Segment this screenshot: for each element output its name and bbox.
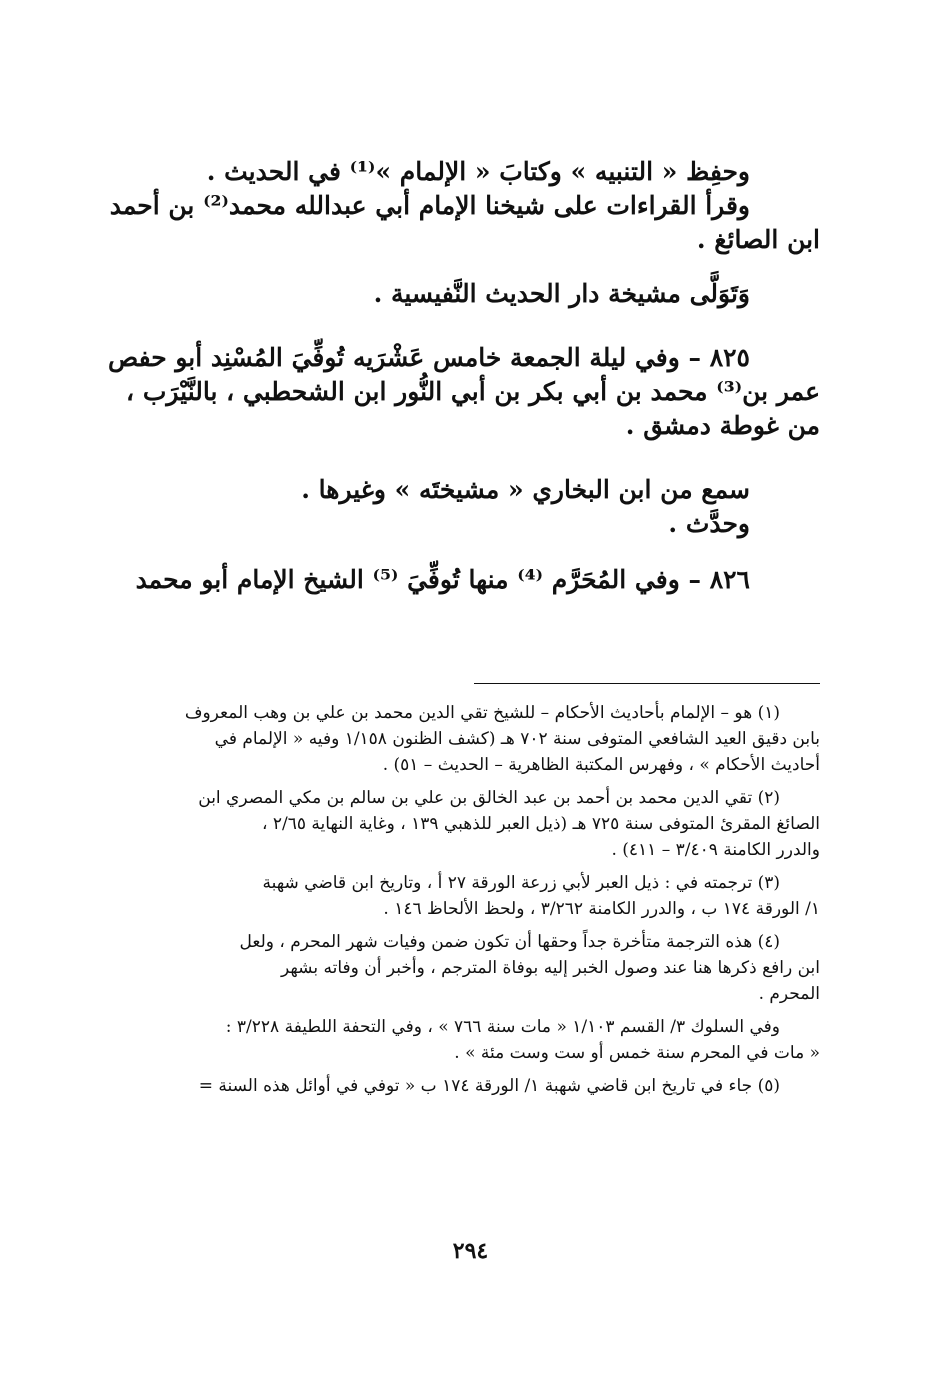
footnote-line: والدرر الكامنة ٣/٤٠٩ – ٤١١) . bbox=[611, 840, 820, 860]
footnote-2 bbox=[140, 785, 820, 863]
footnote-line: ابن رافع ذكرها هنا عند وصول الخبر إليه بوفاة المترجم ، وأخبر أن وفاته بشهر bbox=[280, 958, 820, 978]
footnote-line: ١/ الورقة ١٧٤ ب ، والدرر الكامنة ٣/٢٦٢ ، ولحظ الألحاظ ١٤٦ . bbox=[383, 899, 820, 919]
entry-826-line-1: ٨٢٦ – وفي المُحَرَّم ⁽⁴⁾ منها تُوفِّيَ ⁽⁵⁾ الشيخ الإمام أبو محمد bbox=[135, 565, 750, 594]
footnote-line: المحرم . bbox=[758, 984, 820, 1004]
footnote-line: (٣) ترجمته في : ذيل العبر لأبي زرعة الورقة ٢٧ أ ، وتاريخ ابن قاضي شهبة bbox=[262, 873, 780, 893]
footnote-line: بابن دقيق العيد الشافعي المتوفى سنة ٧٠٢ هـ (كشف الظنون ١/١٥٨ وفيه « الإلمام في bbox=[214, 729, 820, 749]
footnote-line: (٤) هذه الترجمة متأخرة جداً وحقها أن تكون ضمن وفيات شهر المحرم ، ولعل bbox=[239, 932, 780, 952]
footnote-line: (١) هو – الإلمام بأحاديث الأحكام – للشيخ تقي الدين محمد بن علي بن وهب المعروف bbox=[184, 703, 780, 723]
footnote-line: أحاديث الأحكام » ، وفهرس المكتبة الظاهرية – الحديث – ٥١) . bbox=[382, 755, 820, 775]
footnote-line: الصائغ المقرئ المتوفى سنة ٧٢٥ هـ (ذيل العبر للذهبي ١٣٩ ، وغاية النهاية ٢/٦٥ ، bbox=[261, 814, 820, 834]
text-line-2: وقرأ القراءات على شيخنا الإمام أبي عبدالله محمد⁽²⁾ بن أحمد bbox=[109, 191, 750, 220]
footnote-line: (٥) جاء في تاريخ ابن قاضي شهبة ١/ الورقة ١٧٤ ب « توفي في أوائل هذه السنة = bbox=[198, 1076, 780, 1096]
text-line-3: ابن الصائغ . bbox=[696, 225, 820, 254]
footnote-divider bbox=[474, 683, 820, 684]
footnotes bbox=[140, 700, 820, 1106]
entry-825-line-2: عمر بن⁽³⁾ محمد بن أبي بكر بن أبي النُّور ابن الشحطبي ، بالنَّيْرَب ، bbox=[126, 377, 820, 406]
text-line-9: وحدَّث . bbox=[668, 509, 750, 538]
text-line-4: وَتَوَلَّى مشيخة دار الحديث النَّفيسية . bbox=[373, 279, 750, 308]
entry-825-line-3: من غوطة دمشق . bbox=[625, 411, 820, 440]
main-text bbox=[107, 155, 820, 597]
footnote-line: وفي السلوك ٣/ القسم ١/١٠٣ « مات سنة ٧٦٦ » ، وفي التحفة اللطيفة ٣/٢٢٨ : bbox=[225, 1017, 780, 1037]
footnote-3 bbox=[140, 870, 820, 922]
footnote-line: « مات في المحرم سنة خمس أو ست وست مئة » . bbox=[454, 1043, 820, 1063]
page-number: ٢٩٤ bbox=[452, 1238, 489, 1264]
footnote-1 bbox=[140, 700, 820, 778]
footnote-4-continuation bbox=[140, 1014, 820, 1066]
footnote-4 bbox=[140, 929, 820, 1007]
footnote-line: (٢) تقي الدين محمد بن أحمد بن عبد الخالق بن علي بن سالم بن مكي المصري ابن bbox=[198, 788, 780, 808]
entry-825-line-1: ٨٢٥ – وفي ليلة الجمعة خامس عَشْرَيه تُوفِّيَ المُسْنِد أبو حفص bbox=[107, 343, 750, 372]
text-line-8: سمع من ابن البخاري « مشيختَه » وغيرها . bbox=[301, 475, 750, 504]
text-line-1: وحفِظ « التنبيه » وكتابَ « الإلمام »⁽¹⁾ في الحديث . bbox=[206, 157, 750, 186]
footnote-5 bbox=[140, 1073, 820, 1099]
